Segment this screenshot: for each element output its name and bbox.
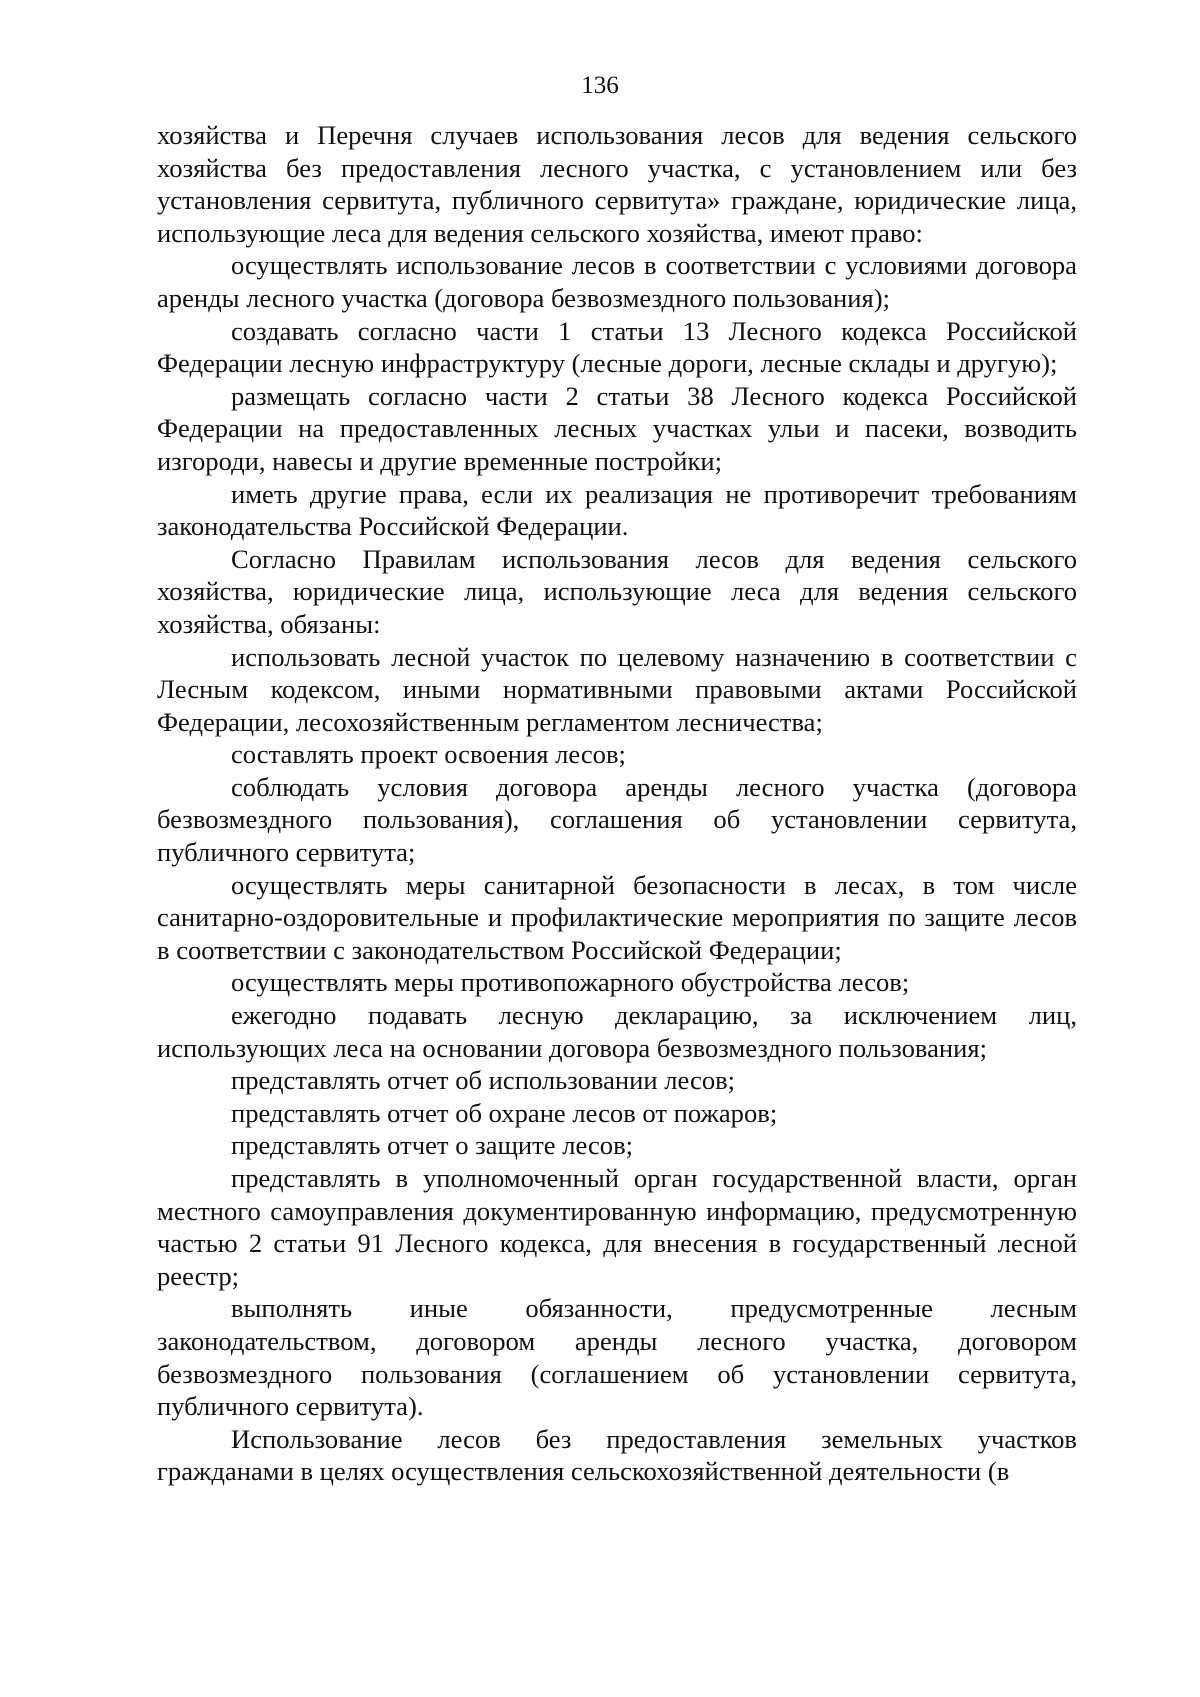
paragraph: представлять отчет о защите лесов;	[231, 1130, 634, 1161]
paragraph: представлять отчет об использовании лесов;	[231, 1065, 736, 1096]
paragraph: иметь другие права, если их реализация не противоречит требованиям законодательства Российской Федерации.	[157, 478, 1077, 542]
paragraph: Использование лесов без предоставления земельных участков гражданами в целях осуществления сельскохозяйственной деятельности (в	[157, 1423, 1077, 1487]
paragraph: выполнять иные обязанности, предусмотренные лесным законодательством, договором аренды лесного участка, договором безвозмездного пользования (соглашением об установлении сервитута, публичного сервитута).	[157, 1293, 1077, 1422]
paragraph: Согласно Правилам использования лесов для ведения сельского хозяйства, юридические лица, использующие леса для ведения сельского хозяйства, обязаны:	[157, 543, 1077, 639]
paragraph: осуществлять использование лесов в соответствии с условиями договора аренды лесного участка (договора безвозмездного пользования);	[157, 250, 1077, 313]
paragraph: хозяйства и Перечня случаев использования лесов для ведения сельского хозяйства без предоставления лесного участка, с установлением или без установления сервитута, публичного сервитута» граждане, юридические лица, использующие леса для ведения сельского хозяйства, имеют право:	[157, 120, 1077, 248]
paragraph: соблюдать условия договора аренды лесного участка (договора безвозмездного пользования), соглашения об установлении сервитута, публичного сервитута;	[157, 771, 1077, 868]
paragraph: размещать согласно части 2 статьи 38 Лесного кодекса Российской Федерации на предоставленных лесных участках ульи и пасеки, возводить изгороди, навесы и другие временные постройки;	[157, 380, 1077, 476]
paragraph: создавать согласно части 1 статьи 13 Лесного кодекса Российской Федерации лесную инфраструктуру (лесные дороги, лесные склады и другую);	[157, 315, 1077, 379]
document-body	[157, 119, 1077, 1488]
paragraph: представлять отчет об охране лесов от пожаров;	[231, 1097, 778, 1128]
paragraph: составлять проект освоения лесов;	[231, 739, 626, 770]
paragraph: ежегодно подавать лесную декларацию, за исключением лиц, использующих леса на основании договора безвозмездного пользования;	[157, 1000, 1077, 1063]
paragraph: осуществлять меры противопожарного обустройства лесов;	[231, 967, 910, 998]
page-number: 136	[581, 72, 619, 99]
paragraph: представлять в уполномоченный орган государственной власти, орган местного самоуправления документированную информацию, предусмотренную частью 2 статьи 91 Лесного кодекса, для внесения в государственный лесной реестр;	[157, 1163, 1077, 1291]
paragraph: осуществлять меры санитарной безопасности в лесах, в том числе санитарно-оздоровительные и профилактические мероприятия по защите лесов в соответствии с законодательством Российской Федерации;	[157, 869, 1077, 965]
paragraph: использовать лесной участок по целевому назначению в соответствии с Лесным кодексом, иными нормативными правовыми актами Российской Федерации, лесохозяйственным регламентом лесничества;	[157, 641, 1077, 737]
